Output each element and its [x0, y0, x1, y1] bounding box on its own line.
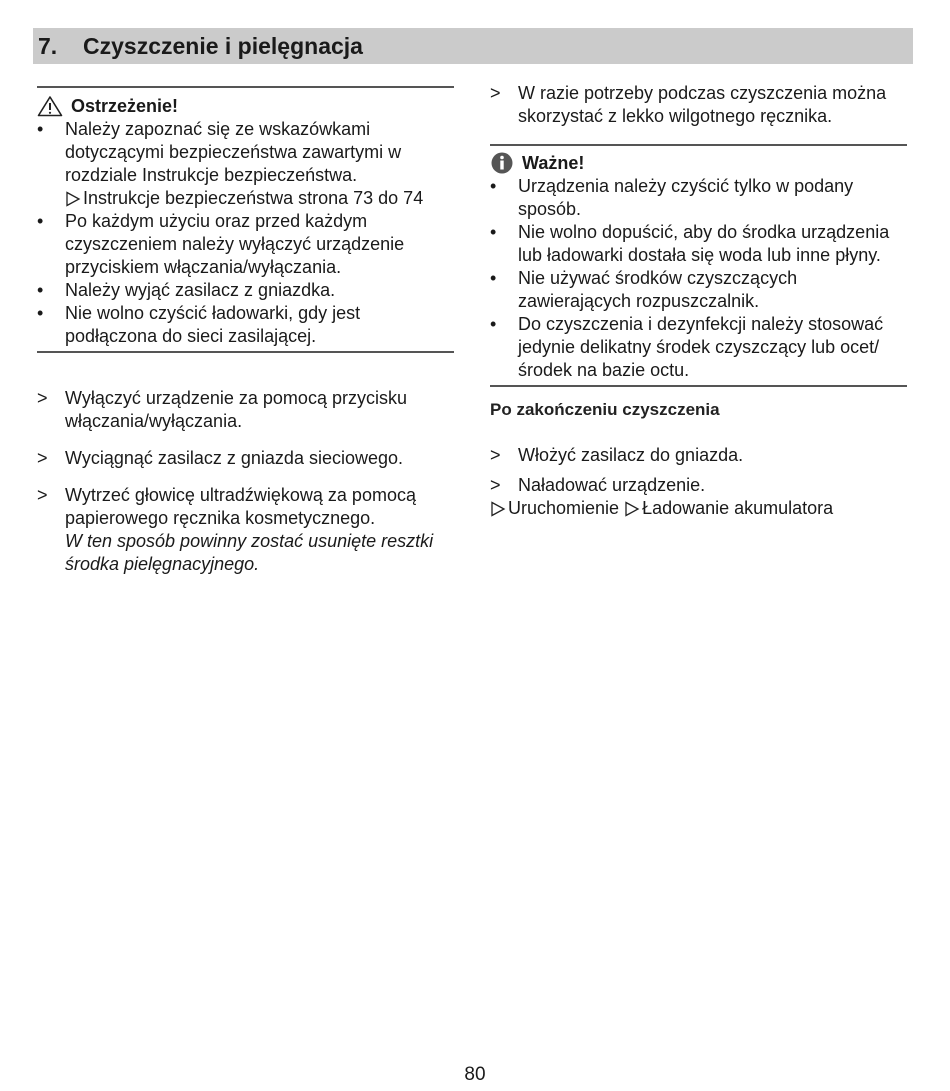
instruction-step: [37, 484, 454, 576]
step-text: Wytrzeć głowicę ultradźwiękową za pomocą papierowego ręcznika kosmetycznego.: [65, 485, 416, 528]
step-result-note: W ten sposób powinny zostać usunięte resztki środka pielęgnacyjnego.: [65, 531, 434, 574]
instruction-step: [490, 82, 907, 128]
important-bullet-text: Urządzenia należy czyścić tylko w podany sposób.: [518, 176, 854, 219]
important-heading: [490, 151, 907, 175]
step-text: Wyciągnąć zasilacz z gniazda sieciowego.: [65, 448, 404, 468]
bullet-marker: •: [37, 280, 44, 300]
section-header: [33, 28, 913, 64]
right-column: [490, 82, 907, 520]
important-bullet-text: Nie używać środków czyszczących zawierających rozpuszczalnik.: [518, 268, 798, 311]
important-bullet: [490, 221, 907, 267]
section-title: Czyszczenie i pielęgnacja: [83, 32, 363, 59]
step-marker: >: [490, 83, 501, 103]
warning-bullet: [37, 118, 454, 210]
step-marker: >: [490, 445, 501, 465]
warning-bottom-rule: [37, 351, 454, 353]
bullet-marker: •: [490, 268, 497, 288]
section-number: 7.: [38, 32, 58, 59]
bullet-marker: •: [37, 211, 44, 231]
step-marker: >: [37, 388, 48, 408]
warning-box: [37, 86, 454, 353]
reference-text: Uruchomienie: [508, 498, 620, 518]
step-marker: >: [37, 485, 48, 505]
step-text: Włożyć zasilacz do gniazda.: [518, 445, 744, 465]
important-title: Ważne!: [522, 152, 585, 173]
step-text: Naładować urządzenie.: [518, 475, 706, 495]
important-top-rule: [490, 144, 907, 146]
warning-bullet: [37, 302, 454, 348]
instruction-step: [490, 474, 907, 497]
bullet-marker: •: [490, 222, 497, 242]
after-cleaning-heading: Po zakończeniu czyszczenia: [490, 400, 720, 419]
bullet-marker: •: [490, 176, 497, 196]
warning-bullet-text: Należy wyjąć zasilacz z gniazdka.: [65, 280, 336, 300]
warning-triangle-icon: [37, 95, 63, 117]
important-bullet-text: Nie wolno dopuścić, aby do środka urządzenia lub ładowarki dostała się woda lub inne płyny.: [518, 222, 890, 265]
left-column: [37, 86, 454, 576]
warning-top-rule: [37, 86, 454, 88]
important-bullet-text: Do czyszczenia i dezynfekcji należy stosować jedynie delikatny środek czyszczący lub ocet/ środek na bazie octu.: [518, 314, 884, 380]
step-marker: >: [37, 448, 48, 468]
bullet-marker: •: [37, 303, 44, 323]
warning-bullet: [37, 279, 454, 302]
instruction-step: [37, 387, 454, 433]
bullet-marker: •: [37, 119, 44, 139]
step-text: W razie potrzeby podczas czyszczenia można skorzystać z lekko wilgotnego ręcznika.: [518, 83, 887, 126]
cross-reference: [65, 187, 454, 210]
important-bottom-rule: [490, 385, 907, 387]
instruction-step: [37, 447, 454, 470]
instruction-step: [490, 444, 907, 467]
reference-text: Ładowanie akumulatora: [642, 498, 834, 518]
important-bullet: [490, 175, 907, 221]
step-text: Wyłączyć urządzenie za pomocą przycisku włączania/wyłączania.: [65, 388, 407, 431]
step-marker: >: [490, 475, 501, 495]
info-icon: [490, 151, 514, 175]
page-number: 80: [464, 1064, 486, 1085]
warning-bullet-text: Należy zapoznać się ze wskazówkami dotyczącymi bezpieczeństwa zawartymi w rozdziale Instrukcje bezpieczeństwa.: [65, 119, 402, 185]
reference-text: Instrukcje bezpieczeństwa strona 73 do 74: [83, 188, 424, 208]
important-bullet: [490, 313, 907, 382]
bullet-marker: •: [490, 314, 497, 334]
warning-title: Ostrzeżenie!: [71, 95, 179, 116]
reference-arrow-icon: [624, 501, 640, 517]
reference-arrow-icon: [490, 501, 506, 517]
cross-reference: [490, 497, 907, 520]
warning-heading: [37, 94, 454, 118]
warning-bullet-text: Po każdym użyciu oraz przed każdym czyszczeniem należy wyłączyć urządzenie przyciskiem włączania/wyłączania.: [65, 211, 405, 277]
important-bullet: [490, 267, 907, 313]
reference-arrow-icon: [65, 191, 81, 207]
important-box: [490, 144, 907, 387]
warning-bullet-text: Nie wolno czyścić ładowarki, gdy jest podłączona do sieci zasilającej.: [65, 303, 361, 346]
warning-bullet: [37, 210, 454, 279]
